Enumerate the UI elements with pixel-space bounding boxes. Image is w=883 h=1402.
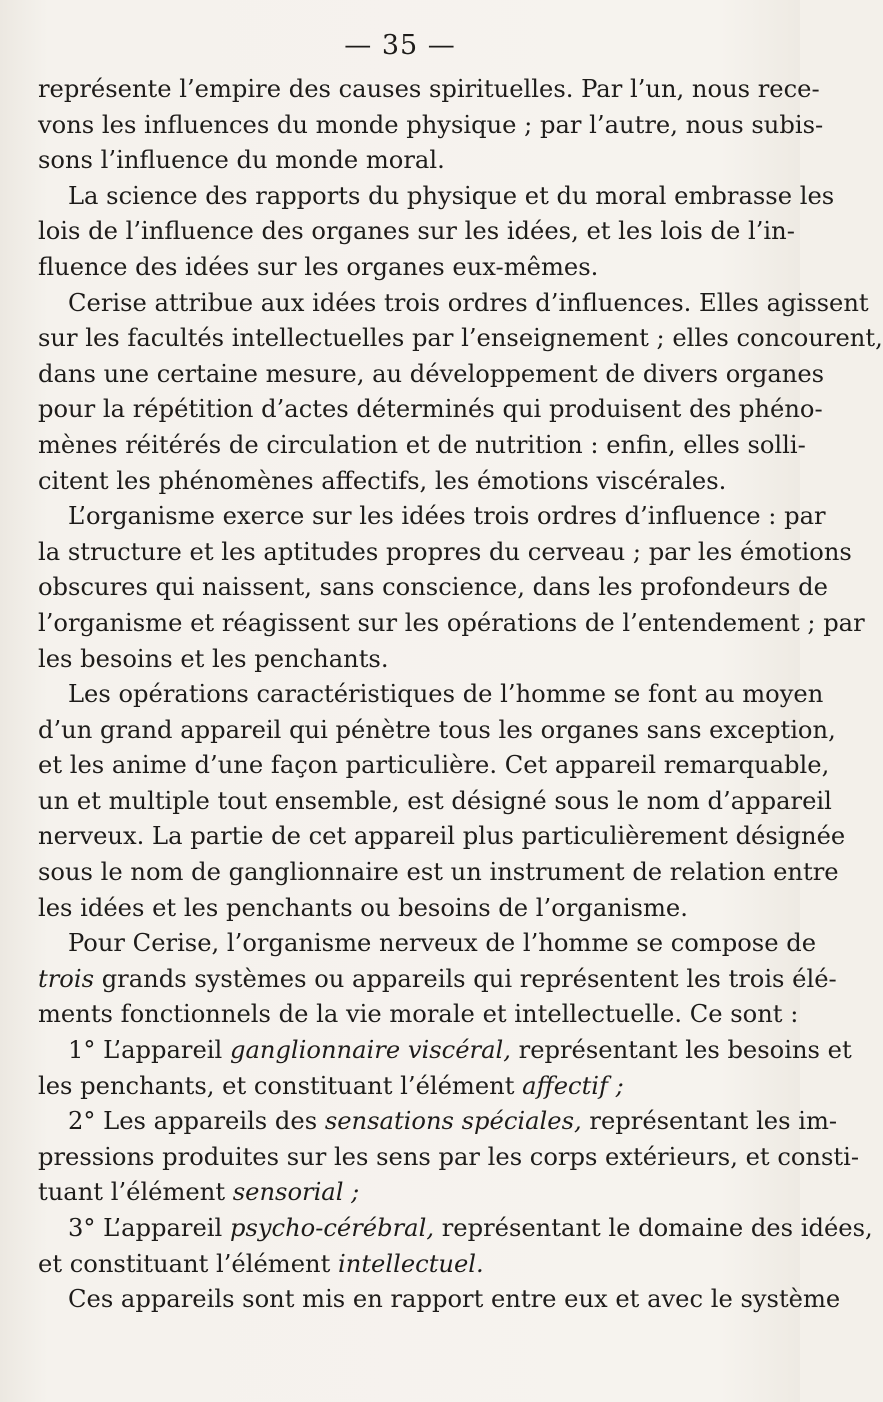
page-number: — 35 — <box>344 30 456 61</box>
text-line: 1° L’appareil ganglionnaire viscéral, représentant les besoins et <box>68 1036 852 1065</box>
text-line: 3° L’appareil psycho-cérébral, représentant le domaine des idées, <box>68 1214 873 1242</box>
text-line: trois grands systèmes ou appareils qui représentent les trois élé- <box>38 964 837 993</box>
text-line: les besoins et les penchants. <box>38 644 389 673</box>
text-line: lois de l’influence des organes sur les idées, et les lois de l’in- <box>38 217 795 246</box>
text-line: nerveux. La partie de cet appareil plus particulièrement désignée <box>38 822 846 851</box>
text-line: ments fonctionnels de la vie morale et intellectuelle. Ce sont : <box>38 1000 799 1029</box>
text-line: La science des rapports du physique et du moral embrasse les <box>68 181 835 210</box>
text-line: tuant l’élément sensorial ; <box>38 1178 360 1207</box>
text-line: pressions produites sur les sens par les corps extérieurs, et consti- <box>38 1142 860 1171</box>
text-line: Les opérations caractéristiques de l’homme se font au moyen <box>68 680 824 709</box>
text-line: Cerise attribue aux idées trois ordres d’influences. Elles agissent <box>68 288 869 317</box>
text-line: pour la répétition d’actes déterminés qui produisent des phéno- <box>38 395 823 424</box>
text-line: l’organisme et réagissent sur les opérations de l’entendement ; par <box>38 608 865 637</box>
text-line: Ces appareils sont mis en rapport entre eux et avec le système <box>68 1285 841 1314</box>
text-line: sons l’influence du monde moral. <box>38 146 445 175</box>
text-line: la structure et les aptitudes propres du cerveau ; par les émotions <box>38 537 852 566</box>
text-line: représente l’empire des causes spirituelles. Par l’un, nous rece- <box>38 75 820 103</box>
text-line: fluence des idées sur les organes eux-mêmes. <box>38 252 599 281</box>
text-line: sous le nom de ganglionnaire est un instrument de relation entre <box>38 858 839 887</box>
text-line: les idées et les penchants ou besoins de l’organisme. <box>38 893 688 922</box>
page-body-text <box>38 72 883 1318</box>
text-line: citent les phénomènes affectifs, les émotions viscérales. <box>38 466 727 495</box>
text-line: dans une certaine mesure, au développement de divers organes <box>38 359 825 388</box>
text-line: sur les facultés intellectuelles par l’enseignement ; elles concourent, <box>38 324 883 353</box>
text-line: et constituant l’élément intellectuel. <box>38 1249 484 1278</box>
text-line: vons les influences du monde physique ; par l’autre, nous subis- <box>38 110 824 139</box>
text-line: d’un grand appareil qui pénètre tous les organes sans exception, <box>38 715 836 744</box>
text-line: Pour Cerise, l’organisme nerveux de l’homme se compose de <box>68 929 817 958</box>
text-line: un et multiple tout ensemble, est désigné sous le nom d’appareil <box>38 786 832 815</box>
text-line: les penchants, et constituant l’élément affectif ; <box>38 1071 624 1100</box>
text-line: L’organisme exerce sur les idées trois ordres d’influence : par <box>68 502 826 531</box>
text-line: et les anime d’une façon particulière. Cet appareil remarquable, <box>38 751 830 780</box>
text-line: 2° Les appareils des sensations spéciales, représentant les im- <box>68 1107 838 1136</box>
text-line: obscures qui naissent, sans conscience, dans les profondeurs de <box>38 573 828 602</box>
text-line: mènes réitérés de circulation et de nutrition : enfin, elles solli- <box>38 430 806 459</box>
